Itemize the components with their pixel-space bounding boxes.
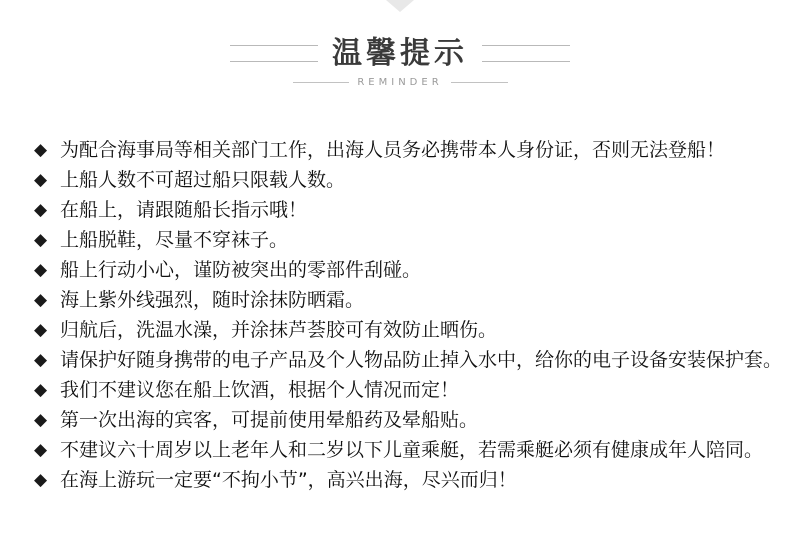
diamond-bullet-icon: ◆ bbox=[34, 470, 48, 490]
list-item-text: 不建议六十周岁以上老年人和二岁以下儿童乘艇，若需乘艇必须有健康成年人陪同。 bbox=[60, 439, 764, 461]
diamond-bullet-icon: ◆ bbox=[34, 290, 48, 310]
diamond-bullet-icon: ◆ bbox=[34, 260, 48, 280]
subtitle-row bbox=[293, 77, 508, 88]
title-rule-left bbox=[230, 45, 318, 62]
list-item-text: 我们不建议您在船上饮酒，根据个人情况而定！ bbox=[60, 379, 460, 401]
diamond-bullet-icon: ◆ bbox=[34, 440, 48, 460]
diamond-bullet-icon: ◆ bbox=[34, 170, 48, 190]
list-item bbox=[34, 317, 782, 344]
list-item bbox=[34, 467, 782, 494]
page-title: 温馨提示 bbox=[332, 36, 468, 71]
list-item bbox=[34, 347, 782, 374]
diamond-bullet-icon: ◆ bbox=[34, 350, 48, 370]
list-item bbox=[34, 287, 782, 314]
list-item-text: 请保护好随身携带的电子产品及个人物品防止掉入水中，给你的电子设备安装保护套。 bbox=[60, 349, 783, 371]
list-item bbox=[34, 167, 782, 194]
list-item-text: 上船人数不可超过船只限载人数。 bbox=[60, 169, 346, 191]
list-item-text: 海上紫外线强烈，随时涂抹防晒霜。 bbox=[60, 289, 365, 311]
list-item-text: 上船脱鞋，尽量不穿袜子。 bbox=[60, 229, 289, 251]
diamond-bullet-icon: ◆ bbox=[34, 230, 48, 250]
diamond-bullet-icon: ◆ bbox=[34, 410, 48, 430]
list-item bbox=[34, 257, 782, 284]
title-row bbox=[230, 38, 570, 70]
list-item bbox=[34, 407, 782, 434]
diamond-bullet-icon: ◆ bbox=[34, 140, 48, 160]
list-item bbox=[34, 377, 782, 404]
diamond-bullet-icon: ◆ bbox=[34, 380, 48, 400]
triangle-down-icon bbox=[386, 0, 414, 12]
notes-list bbox=[34, 137, 782, 497]
subtitle-rule-right bbox=[451, 82, 508, 83]
list-item-text: 船上行动小心，谨防被突出的零部件刮碰。 bbox=[60, 259, 422, 281]
diamond-bullet-icon: ◆ bbox=[34, 320, 48, 340]
list-item-text: 归航后，洗温水澡，并涂抹芦荟胶可有效防止晒伤。 bbox=[60, 319, 498, 341]
list-item bbox=[34, 137, 782, 164]
diamond-bullet-icon: ◆ bbox=[34, 200, 48, 220]
list-item-text: 第一次出海的宾客，可提前使用晕船药及晕船贴。 bbox=[60, 409, 479, 431]
list-item bbox=[34, 197, 782, 224]
page-header bbox=[0, 38, 800, 88]
title-rule-right bbox=[482, 45, 570, 62]
list-item bbox=[34, 227, 782, 254]
list-item bbox=[34, 437, 782, 464]
list-item-text: 为配合海事局等相关部门工作，出海人员务必携带本人身份证，否则无法登船！ bbox=[60, 139, 726, 161]
subtitle-rule-left bbox=[293, 82, 350, 83]
list-item-text: 在海上游玩一定要“不拘小节”，高兴出海，尽兴而归！ bbox=[60, 469, 517, 491]
page-subtitle: REMINDER bbox=[357, 76, 443, 88]
list-item-text: 在船上，请跟随船长指示哦！ bbox=[60, 199, 308, 221]
